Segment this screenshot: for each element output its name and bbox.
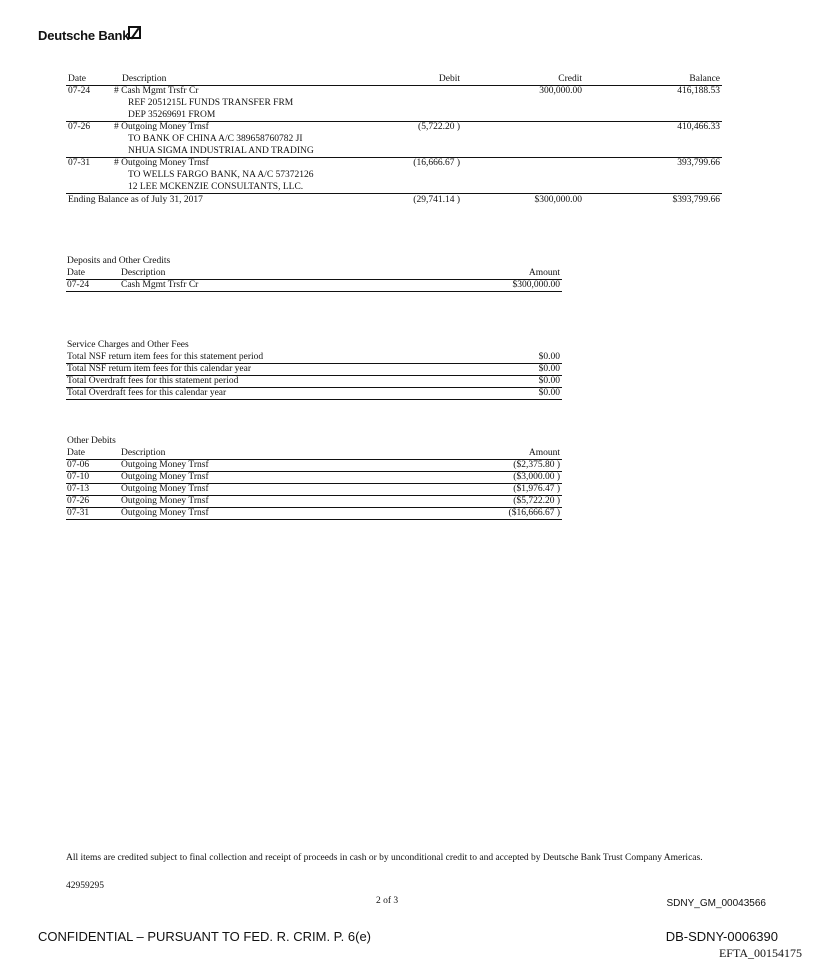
ending-balance: $393,799.66 (672, 195, 720, 205)
header-date: Date (67, 268, 85, 278)
divider (66, 519, 562, 520)
row-amount: $300,000.00 (512, 280, 560, 290)
row-description: Outgoing Money Trnsf (121, 508, 209, 518)
row-amount: ($3,000.00 ) (513, 472, 560, 482)
row-detail: TO BANK OF CHINA A/C 389658760782 JI (128, 134, 303, 144)
row-description: Outgoing Money Trnsf (121, 496, 209, 506)
account-reference: 42959295 (66, 881, 104, 891)
row-description: Cash Mgmt Trsfr Cr (121, 280, 199, 290)
other-debits-section (66, 435, 562, 519)
row-balance: 410,466.33 (677, 122, 720, 132)
fees-title: Service Charges and Other Fees (67, 340, 189, 350)
ending-debit: (29,741.14 ) (413, 195, 460, 205)
header-amount: Amount (528, 448, 560, 458)
table-row (66, 459, 562, 471)
bates-number-sdny: SDNY_GM_00043566 (666, 898, 766, 909)
collection-disclaimer: All items are credited subject to final collection and receipt of proceeds in cash or by unconditional credit to and accepted by Deutsche Bank Trust Company Americas. (66, 853, 703, 863)
fee-amount: $0.00 (538, 376, 560, 386)
fees-section (66, 339, 562, 399)
confidential-notice: CONFIDENTIAL – PURSUANT TO FED. R. CRIM. P. 6(e) (38, 929, 372, 944)
header-credit: Credit (558, 74, 582, 84)
ending-balance-label: Ending Balance as of July 31, 2017 (68, 195, 203, 205)
fee-label: Total Overdraft fees for this statement period (67, 376, 239, 386)
deposits-title: Deposits and Other Credits (67, 256, 171, 266)
efta-number: EFTA_00154175 (718, 946, 802, 960)
table-header (66, 73, 722, 85)
table-row (66, 387, 562, 399)
row-date: 07-31 (68, 158, 91, 168)
row-detail: TO WELLS FARGO BANK, NA A/C 57372126 (128, 170, 314, 180)
table-row (66, 471, 562, 483)
row-balance: 416,188.53 (677, 86, 720, 96)
row-description: # Cash Mgmt Trsfr Cr (114, 86, 199, 96)
deutsche-bank-logo-icon (128, 26, 141, 39)
fee-amount: $0.00 (538, 364, 560, 374)
header-date: Date (68, 74, 86, 84)
ending-credit: $300,000.00 (534, 195, 582, 205)
row-balance: 393,799.66 (677, 158, 720, 168)
row-detail: NHUA SIGMA INDUSTRIAL AND TRADING (128, 146, 314, 156)
row-detail: 12 LEE MCKENZIE CONSULTANTS, LLC. (128, 182, 304, 192)
row-date: 07-24 (68, 86, 91, 96)
fee-label: Total NSF return item fees for this calendar year (67, 364, 251, 374)
bates-number-db: DB-SDNY-0006390 (665, 929, 778, 944)
table-row (66, 363, 562, 375)
header-date: Date (67, 448, 85, 458)
table-row (66, 121, 722, 157)
table-row (66, 85, 722, 121)
brand-name: Deutsche Bank (38, 28, 130, 43)
row-description: Outgoing Money Trnsf (121, 484, 209, 494)
row-date: 07-24 (67, 280, 90, 290)
row-description: Outgoing Money Trnsf (121, 472, 209, 482)
row-debit: (5,722.20 ) (418, 122, 460, 132)
row-description: Outgoing Money Trnsf (121, 460, 209, 470)
table-row (66, 351, 562, 363)
table-row (66, 507, 562, 519)
header-amount: Amount (528, 268, 560, 278)
table-row (66, 375, 562, 387)
other-debits-title: Other Debits (67, 436, 116, 446)
row-credit: 300,000.00 (539, 86, 582, 96)
header-balance: Balance (689, 74, 720, 84)
fee-amount: $0.00 (538, 388, 560, 398)
fee-label: Total NSF return item fees for this statement period (67, 352, 264, 362)
divider (66, 291, 562, 292)
row-date: 07-31 (67, 508, 90, 518)
page-number: 2 of 3 (376, 896, 399, 906)
table-row (66, 279, 562, 291)
header-description: Description (121, 448, 166, 458)
header-description: Description (122, 74, 167, 84)
row-amount: ($5,722.20 ) (513, 496, 560, 506)
table-row (66, 157, 722, 193)
transactions-table (66, 73, 722, 206)
row-amount: ($2,375.80 ) (513, 460, 560, 470)
row-description: # Outgoing Money Trnsf (114, 158, 209, 168)
deposits-section (66, 255, 562, 291)
fee-label: Total Overdraft fees for this calendar year (67, 388, 227, 398)
divider (66, 399, 562, 400)
row-amount: ($16,666.67 ) (508, 508, 560, 518)
ending-balance-row (66, 194, 722, 206)
header-description: Description (121, 268, 166, 278)
row-detail: REF 2051215L FUNDS TRANSFER FRM (128, 98, 294, 108)
table-row (66, 483, 562, 495)
row-description: # Outgoing Money Trnsf (114, 122, 209, 132)
fee-amount: $0.00 (538, 352, 560, 362)
row-amount: ($1,976.47 ) (513, 484, 560, 494)
header-debit: Debit (438, 74, 460, 84)
row-date: 07-13 (67, 484, 90, 494)
row-debit: (16,666.67 ) (413, 158, 460, 168)
row-date: 07-10 (67, 472, 90, 482)
row-date: 07-26 (68, 122, 91, 132)
table-row (66, 495, 562, 507)
row-detail: DEP 35269691 FROM (128, 110, 216, 120)
row-date: 07-26 (67, 496, 90, 506)
row-date: 07-06 (67, 460, 90, 470)
